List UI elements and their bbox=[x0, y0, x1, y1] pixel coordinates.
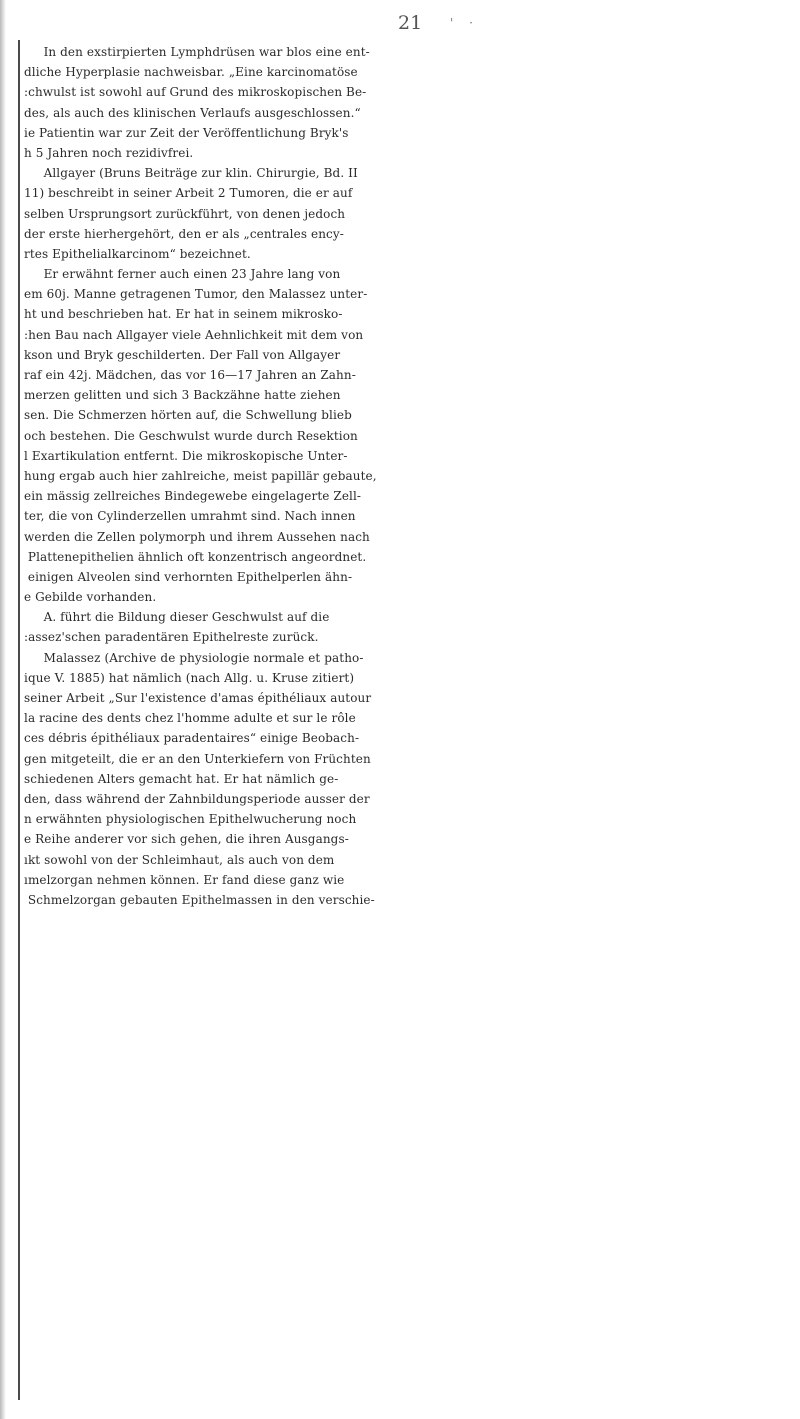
text-line: Allgayer (Bruns Beiträge zur klin. Chirurgie, Bd. II bbox=[24, 166, 358, 181]
text-line: :hen Bau nach Allgayer viele Aehnlichkeit mit dem von bbox=[24, 327, 364, 342]
text-line: ıkt sowohl von der Schleimhaut, als auch von dem bbox=[24, 852, 335, 867]
text-line: sen. Die Schmerzen hörten auf, die Schwellung blieb bbox=[24, 408, 352, 423]
text-line: ique V. 1885) hat nämlich (nach Allg. u. Kruse zitiert) bbox=[24, 670, 355, 685]
page-mark: ' · bbox=[450, 16, 479, 30]
text-line: ein mässig zellreiches Bindegewebe eingelagerte Zell- bbox=[24, 489, 362, 504]
text-line: raf ein 42j. Mädchen, das vor 16—17 Jahren an Zahn- bbox=[24, 368, 356, 382]
text-line: 11) beschreibt in seiner Arbeit 2 Tumoren, die er auf bbox=[24, 186, 353, 201]
text-line: A. führt die Bildung dieser Geschwulst auf die bbox=[24, 610, 330, 625]
text-line: den, dass während der Zahnbildungsperiode ausser der bbox=[24, 791, 370, 806]
text-line: n erwähnten physiologischen Epithelwucherung noch bbox=[24, 812, 357, 827]
text-line: och bestehen. Die Geschwulst wurde durch Resektion bbox=[24, 428, 358, 443]
text-line: dliche Hyperplasie nachweisbar. „Eine karcinomatöse bbox=[24, 65, 358, 80]
text-line: gen mitgeteilt, die er an den Unterkiefern von Früchten bbox=[24, 751, 371, 766]
text-line: l Exartikulation entfernt. Die mikroskopische Unter- bbox=[24, 448, 348, 463]
text-line: Er erwähnt ferner auch einen 23 Jahre lang von bbox=[24, 267, 341, 282]
text-line: ces débris épithéliaux paradentaires“ einige Beobach- bbox=[24, 731, 360, 746]
text-line: :chwulst ist sowohl auf Grund des mikroskopischen Be- bbox=[24, 85, 367, 100]
text-line: merzen gelitten und sich 3 Backzähne hatte ziehen bbox=[24, 388, 341, 403]
text-line: Plattenepithelien ähnlich oft konzentrisch angeordnet. bbox=[24, 549, 367, 564]
text-line: em 60j. Manne getragenen Tumor, den Malassez unter- bbox=[24, 287, 368, 302]
text-line: hung ergab auch hier zahlreiche, meist papillär gebaute, bbox=[24, 468, 377, 483]
page-binding-edge bbox=[0, 0, 6, 1419]
text-line: la racine des dents chez l'homme adulte et sur le rôle bbox=[24, 711, 356, 726]
margin-rule bbox=[18, 40, 20, 1400]
text-line: des, als auch des klinischen Verlaufs ausgeschlossen.“ bbox=[24, 105, 361, 120]
text-line: :assez'schen paradentären Epithelreste zurück. bbox=[24, 630, 319, 645]
text-line: werden die Zellen polymorph und ihrem Aussehen nach bbox=[24, 529, 370, 544]
text-line: Schmelzorgan gebauten Epithelmassen in den verschie- bbox=[24, 892, 375, 907]
text-line: e Reihe anderer vor sich gehen, die ihren Ausgangs- bbox=[24, 832, 349, 847]
text-line: In den exstirpierten Lymphdrüsen war blos eine ent- bbox=[24, 45, 370, 59]
text-line: rtes Epithelialkarcinom“ bezeichnet. bbox=[24, 246, 251, 261]
text-line: e Gebilde vorhanden. bbox=[24, 590, 157, 605]
body-text bbox=[24, 42, 800, 910]
text-line: ımelzorgan nehmen können. Er fand diese ganz wie bbox=[24, 872, 345, 887]
text-line: seiner Arbeit „Sur l'existence d'amas épithéliaux autour bbox=[24, 691, 372, 705]
text-line: schiedenen Alters gemacht hat. Er hat nämlich ge- bbox=[24, 771, 339, 786]
text-line: der erste hierhergehört, den er als „centrales ency- bbox=[24, 226, 344, 241]
text-line: kson und Bryk geschilderten. Der Fall von Allgayer bbox=[24, 347, 341, 362]
text-line: ht und beschrieben hat. Er hat in seinem mikrosko- bbox=[24, 307, 343, 322]
text-line: Malassez (Archive de physiologie normale et patho- bbox=[24, 650, 364, 665]
text-line: selben Ursprungsort zurückführt, von denen jedoch bbox=[24, 206, 346, 221]
text-line: einigen Alveolen sind verhornten Epithelperlen ähn- bbox=[24, 569, 353, 584]
text-line: ter, die von Cylinderzellen umrahmt sind. Nach innen bbox=[24, 509, 356, 524]
text-line: ie Patientin war zur Zeit der Veröffentlichung Bryk's bbox=[24, 125, 349, 140]
page-number: 21 bbox=[398, 12, 423, 34]
text-line: h 5 Jahren noch rezidivfrei. bbox=[24, 145, 194, 160]
